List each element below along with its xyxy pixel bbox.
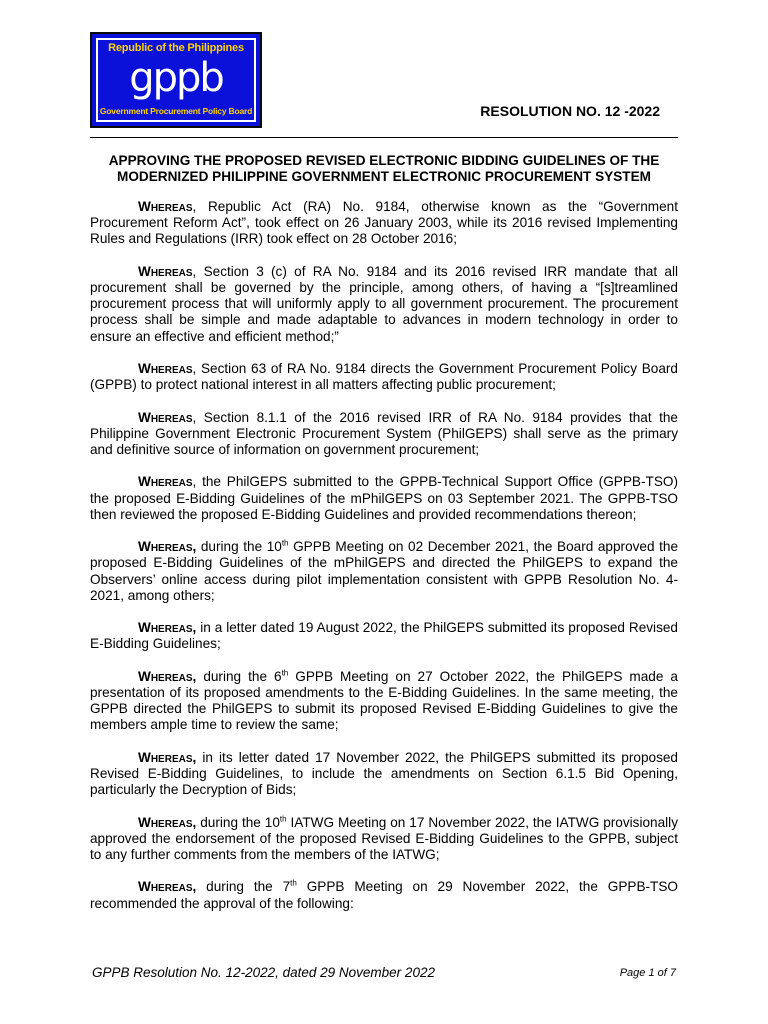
whereas-label: Whereas <box>138 199 193 214</box>
whereas-paragraph: Whereas, Section 3 (c) of RA No. 9184 and its 2016 revised IRR mandate that all procurement shall be governed by the principle, among others, of having a “[s]treamlined procurement process that will uniformly apply to all government procurement. The procurement process shall be simple and made adaptable to advances in modern technology in order to ensure an effective and efficient method;” <box>90 263 678 344</box>
footer-citation: GPPB Resolution No. 12-2022, dated 29 November 2022 <box>92 965 435 980</box>
whereas-paragraph: Whereas, Section 63 of RA No. 9184 directs the Government Procurement Policy Board (GPPB) to protect national interest in all matters affecting public procurement; <box>90 361 678 393</box>
whereas-text: Republic Act (RA) No. 9184, otherwise known as the “Government Procurement Reform Act”, took effect on 26 January 2003, while its 2016 revised Implementing Rules and Regulations (IRR) took effect on 28 October 2016; <box>90 199 678 247</box>
whereas-label: Whereas, <box>138 620 197 636</box>
whereas-text: IATWG Meeting on 17 November 2022, the IATWG provisionally approved the endorsement of the proposed Revised E-Bidding Guidelines to the GPPB, subject to any further comments from the members of the IATWG; <box>90 814 678 862</box>
whereas-clauses <box>90 199 678 928</box>
logo-mark: gppb <box>129 55 223 101</box>
ordinal-suffix: th <box>290 878 297 888</box>
whereas-label: Whereas, <box>138 814 197 830</box>
whereas-paragraph: Whereas, the PhilGEPS submitted to the GPPB-Technical Support Office (GPPB-TSO) the proposed E-Bidding Guidelines of the mPhilGEPS on 03 September 2021. The GPPB-TSO then reviewed the proposed E-Bidding Guidelines and provided recommendations thereon; <box>90 474 678 522</box>
gppb-logo <box>90 32 262 128</box>
whereas-text: GPPB Meeting on 02 December 2021, the Board approved the proposed E-Bidding Guidelines of the mPhilGEPS and directed the PhilGEPS to expand the Observers’ online access during pilot implementation consistent with GPPB Resolution No. 4-2021, among others; <box>90 539 679 603</box>
ordinal-suffix: th <box>281 668 289 678</box>
whereas-text: in its letter dated 17 November 2022, the PhilGEPS submitted its proposed Revised E-Bidding Guidelines, to include the amendments on Section 6.1.5 Bid Opening, particularly the Decryption of Bids; <box>90 749 678 798</box>
logo-bottom-text: Government Procurement Policy Board <box>99 106 253 116</box>
page-number: Page 1 of 7 <box>619 967 676 979</box>
whereas-text: in a letter dated 19 August 2022, the PhilGEPS submitted its proposed Revised E-Bidding Guidelines; <box>90 620 678 652</box>
whereas-text: GPPB Meeting on 29 November 2022, the GPPB-TSO recommended the approval of the following: <box>90 879 678 911</box>
header-divider <box>90 137 678 138</box>
whereas-paragraph: Whereas, Section 8.1.1 of the 2016 revised IRR of RA No. 9184 provides that the Philippine Government Electronic Procurement System (PhilGEPS) shall serve as the primary and definitive source of information on government procurement; <box>90 409 678 457</box>
ordinal-suffix: th <box>279 814 287 824</box>
whereas-text: during the 6 <box>203 668 282 684</box>
whereas-text: during the 10 <box>200 814 280 830</box>
whereas-label: Whereas <box>138 263 193 279</box>
whereas-text: the PhilGEPS submitted to the GPPB-Technical Support Office (GPPB-TSO) the proposed E-Bidding Guidelines of the mPhilGEPS on 03 September 2021. The GPPB-TSO then reviewed the proposed E-Bidding Guidelines and provided recommendations thereon; <box>90 474 678 522</box>
whereas-label: Whereas <box>138 409 193 425</box>
whereas-text: Section 3 (c) of RA No. 9184 and its 2016 revised IRR mandate that all procurement shall be governed by the principle, among others, of having a “[s]treamlined procurement process that will uniformly apply to all government procurement. The procurement process shall be simple and made adaptable to advances in modern technology in order to ensure an effective and efficient method;” <box>90 263 678 344</box>
document-title: APPROVING THE PROPOSED REVISED ELECTRONIC BIDDING GUIDELINES OF THE MODERNIZED PHILIPPINE GOVERNMENT ELECTRONIC PROCUREMENT SYSTEM <box>108 153 660 184</box>
whereas-label: Whereas <box>138 474 193 490</box>
whereas-label: Whereas, <box>138 879 197 895</box>
whereas-text: Section 63 of RA No. 9184 directs the Government Procurement Policy Board (GPPB) to protect national interest in all matters affecting public procurement; <box>90 361 678 393</box>
logo-top-text: Republic of the Philippines <box>108 42 244 54</box>
whereas-paragraph <box>90 815 678 864</box>
whereas-label: Whereas, <box>138 539 197 555</box>
whereas-text: during the 10 <box>200 539 282 555</box>
whereas-paragraph <box>90 620 678 652</box>
whereas-paragraph <box>90 750 678 799</box>
whereas-paragraph <box>90 669 678 734</box>
resolution-number: RESOLUTION NO. 12 -2022 <box>480 103 660 119</box>
whereas-paragraph: Whereas, Republic Act (RA) No. 9184, otherwise known as the “Government Procurement Reform Act”, took effect on 26 January 2003, while its 2016 revised Implementing Rules and Regulations (IRR) took effect on 28 October 2016; <box>90 199 678 247</box>
whereas-label: Whereas, <box>138 668 197 684</box>
whereas-paragraph <box>90 539 678 604</box>
whereas-text: GPPB Meeting on 27 October 2022, the PhilGEPS made a presentation of its proposed amendments to the E-Bidding Guidelines. In the same meeting, the GPPB directed the PhilGEPS to submit its proposed Revised E-Bidding Guidelines to give the members ample time to review the same; <box>90 668 678 733</box>
whereas-text: Section 8.1.1 of the 2016 revised IRR of RA No. 9184 provides that the Philippine Government Electronic Procurement System (PhilGEPS) shall serve as the primary and definitive source of information on government procurement; <box>90 409 678 457</box>
whereas-label: Whereas, <box>138 749 197 765</box>
whereas-label: Whereas <box>138 361 193 376</box>
ordinal-suffix: th <box>281 538 289 548</box>
whereas-text: during the 7 <box>206 879 291 895</box>
whereas-paragraph <box>90 879 678 911</box>
